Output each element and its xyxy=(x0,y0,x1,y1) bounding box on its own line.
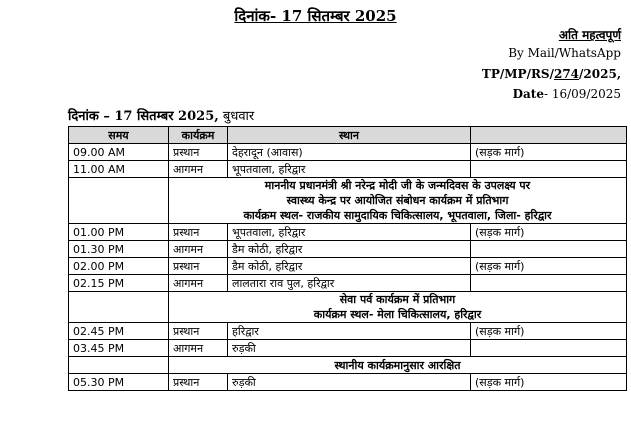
place-cell: देहरादून (आवास) xyxy=(228,144,471,161)
delivery-mode: By Mail/WhatsApp xyxy=(508,46,621,60)
schedule-table xyxy=(68,126,627,391)
note-cell xyxy=(169,357,627,374)
note-blank-cell xyxy=(69,178,169,224)
date-label: Date xyxy=(512,87,544,101)
table-row xyxy=(69,258,627,275)
activity-cell: प्रस्थान xyxy=(169,323,228,340)
date-value: - 16/09/2025 xyxy=(543,87,621,101)
activity-cell: आगमन xyxy=(169,161,228,178)
activity-cell: आगमन xyxy=(169,275,228,292)
table-note-row xyxy=(69,178,627,224)
note-line: कार्यक्रम स्थल- मेला चिकित्सालय, हरिद्वार xyxy=(313,308,482,321)
header-time: समय xyxy=(69,127,169,144)
table-note-row xyxy=(69,292,627,323)
activity-cell: आगमन xyxy=(169,340,228,357)
route-cell: (सड़क मार्ग) xyxy=(471,144,627,161)
note-blank-cell xyxy=(69,357,169,374)
note-line: स्थानीय कार्यक्रमानुसार आरक्षित xyxy=(334,358,461,372)
header-place: स्थान xyxy=(228,127,471,144)
route-cell: (सड़क मार्ग) xyxy=(471,258,627,275)
place-cell: लालतारा राव पुल, हरिद्वार xyxy=(228,275,471,292)
place-cell: भूपतवाला, हरिद्वार xyxy=(228,224,471,241)
day-line-date: दिनांक – 17 सितम्बर 2025, xyxy=(68,109,219,124)
table-row xyxy=(69,340,627,357)
activity-cell: प्रस्थान xyxy=(169,258,228,275)
table-note-row xyxy=(69,357,627,374)
table-row xyxy=(69,323,627,340)
route-cell xyxy=(471,340,627,357)
document-title: दिनांक- 17 सितम्बर 2025 xyxy=(234,7,397,25)
time-cell: 03.45 PM xyxy=(69,340,169,357)
table-row xyxy=(69,144,627,161)
table-row xyxy=(69,374,627,391)
place-cell: रुड़की xyxy=(228,340,471,357)
place-cell: डैम कोठी, हरिद्वार xyxy=(228,258,471,275)
place-cell: रुड़की xyxy=(228,374,471,391)
time-cell: 01.30 PM xyxy=(69,241,169,258)
activity-cell: प्रस्थान xyxy=(169,374,228,391)
note-cell xyxy=(169,178,627,224)
day-line xyxy=(68,106,254,124)
reference-number xyxy=(482,67,621,81)
route-cell xyxy=(471,275,627,292)
time-cell: 01.00 PM xyxy=(69,224,169,241)
ref-suffix: /2025, xyxy=(579,67,621,81)
place-cell: हरिद्वार xyxy=(228,323,471,340)
time-cell: 02.00 PM xyxy=(69,258,169,275)
route-cell: (सड़क मार्ग) xyxy=(471,323,627,340)
time-cell: 02.45 PM xyxy=(69,323,169,340)
activity-cell: आगमन xyxy=(169,241,228,258)
day-line-weekday: बुधवार xyxy=(218,109,255,124)
header-activity: कार्यक्रम xyxy=(169,127,228,144)
table-row xyxy=(69,224,627,241)
route-cell xyxy=(471,161,627,178)
time-cell: 09.00 AM xyxy=(69,144,169,161)
ref-number: 274 xyxy=(553,67,580,81)
activity-cell: प्रस्थान xyxy=(169,224,228,241)
route-cell: (सड़क मार्ग) xyxy=(471,374,627,391)
time-cell: 11.00 AM xyxy=(69,161,169,178)
time-cell: 05.30 PM xyxy=(69,374,169,391)
place-cell: डैम कोठी, हरिद्वार xyxy=(228,241,471,258)
note-blank-cell xyxy=(69,292,169,323)
table-row xyxy=(69,161,627,178)
route-cell: (सड़क मार्ग) xyxy=(471,224,627,241)
route-cell xyxy=(471,241,627,258)
header-route xyxy=(471,127,627,144)
note-line: माननीय प्रधानमंत्री श्री नरेन्द्र मोदी जी के जन्मदिवस के उपलक्ष्य पर xyxy=(264,179,531,192)
issue-date xyxy=(513,87,621,101)
activity-cell: प्रस्थान xyxy=(169,144,228,161)
table-row xyxy=(69,241,627,258)
note-cell xyxy=(169,292,627,323)
time-cell: 02.15 PM xyxy=(69,275,169,292)
ref-prefix: TP/MP/RS/ xyxy=(481,67,554,81)
note-line: सेवा पर्व कार्यक्रम में प्रतिभाग xyxy=(339,293,456,306)
table-header-row xyxy=(69,127,627,144)
place-cell: भूपतवाला, हरिद्वार xyxy=(228,161,471,178)
note-line: कार्यक्रम स्थल- राजकीय सामुदायिक चिकित्सालय, भूपतवाला, जिला- हरिद्वार xyxy=(243,209,552,222)
table-row xyxy=(69,275,627,292)
priority-label: अति महत्वपूर्ण xyxy=(558,28,621,42)
note-line: स्वास्थ्य केन्द्र पर आयोजित संबोधन कार्यक्रम में प्रतिभाग xyxy=(286,194,509,207)
